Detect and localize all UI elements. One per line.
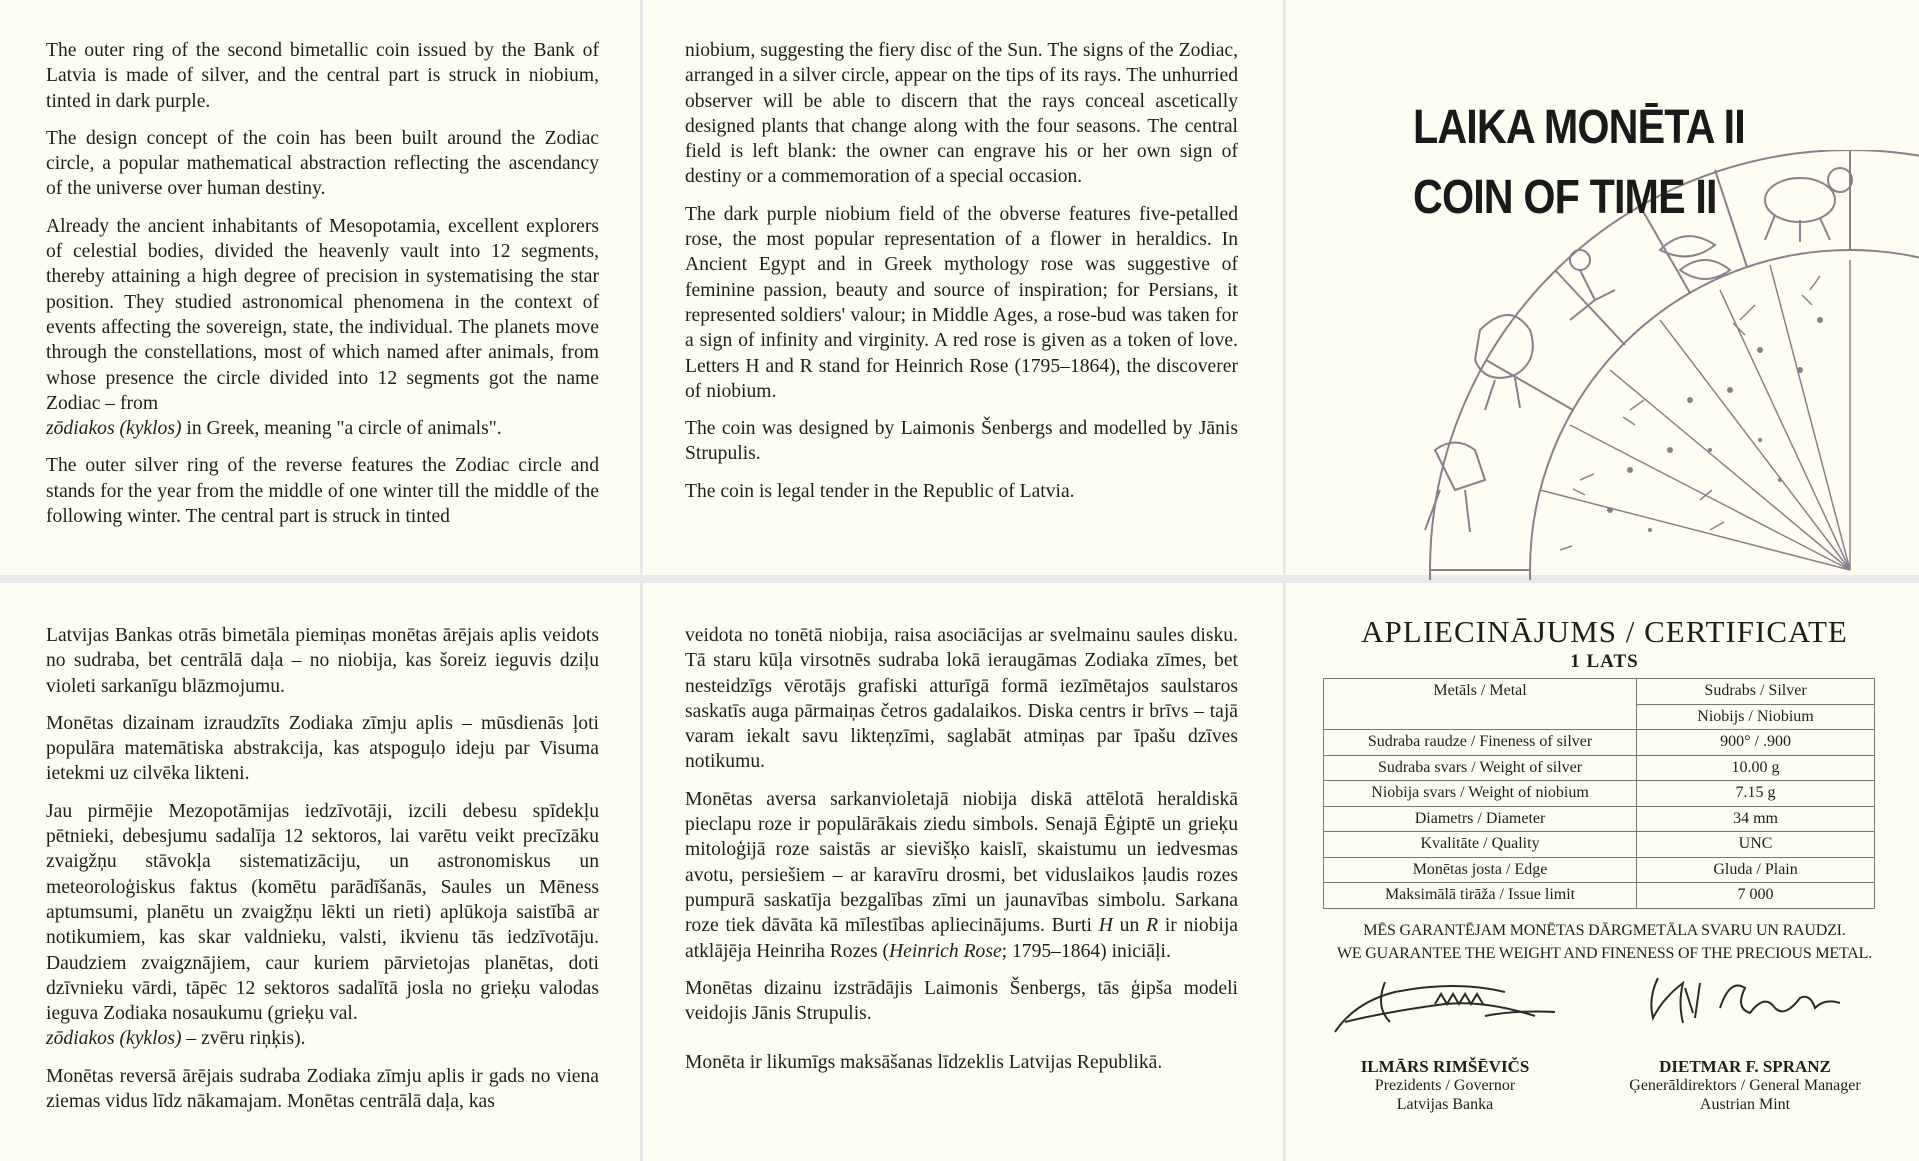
paragraph-text: Already the ancient inhabitants of Mesopotamia, excellent explorers of celestial bodies, divided the heavenly vault into 12 segments, thereby attaining a high degree of precision in systematising the star position. They studied astronomical phenomena in the context of events affecting the sovereign, state, the individual. The planets move through the constellations, most of which named after animals, from whose presence the circle divided into 12 segments got the name Zodiac – from bbox=[46, 215, 599, 414]
english-text-column-1 bbox=[46, 38, 599, 541]
zodiac-sign-capricorn bbox=[1475, 315, 1533, 410]
spec-label: Kvalitāte / Quality bbox=[1324, 832, 1637, 858]
certificate-specs-table bbox=[1323, 678, 1875, 909]
spec-label: Niobija svars / Weight of niobium bbox=[1324, 781, 1637, 807]
paragraph: Monētas dizainu izstrādājis Laimonis Šenbergs, tās ģipša modeli veidojis Jānis Strupulis. bbox=[685, 977, 1238, 1025]
table-row bbox=[1324, 781, 1875, 807]
signer-governor bbox=[1320, 1057, 1570, 1114]
signer-name: DIETMAR F. SPRANZ bbox=[1659, 1057, 1831, 1076]
letter-h: H bbox=[1098, 915, 1113, 937]
table-row bbox=[1324, 679, 1875, 705]
signer-general-manager bbox=[1590, 1057, 1900, 1114]
greek-term: zōdiakos (kyklos) bbox=[46, 418, 182, 440]
paragraph-text: un bbox=[1112, 915, 1147, 937]
paragraph-text: ; 1795–1864) iniciāļi. bbox=[1001, 940, 1171, 962]
latvian-text-column-1 bbox=[46, 623, 599, 1126]
cover-title-line-2: COIN OF TIME II bbox=[1413, 171, 1717, 224]
spec-value: 7 000 bbox=[1637, 883, 1875, 909]
spec-label: Metāls / Metal bbox=[1324, 679, 1637, 730]
paragraph: Monētas reversā ārējais sudraba Zodiaka zīmju aplis ir gads no viena ziemas vidus līdz nākamajam. Monētas centrālā daļa, kas bbox=[46, 1065, 599, 1113]
paragraph: niobium, suggesting the fiery disc of the Sun. The signs of the Zodiac, arranged in a silver circle, appear on the tips of its rays. The unhurried observer will be able to discern that the rays conceal ascetically designed plants that change along with the four seasons. The central field is left blank: the owner can engrave his or her own sign of destiny or a commemoration of a special occasion. bbox=[685, 40, 1238, 188]
greek-term: zōdiakos (kyklos) bbox=[46, 1028, 182, 1050]
signature-governor bbox=[1325, 972, 1565, 1044]
spec-value: 10.00 g bbox=[1637, 755, 1875, 781]
paragraph bbox=[46, 799, 599, 1027]
spec-value: Gluda / Plain bbox=[1637, 857, 1875, 883]
guarantee-latvian: MĒS GARANTĒJAM MONĒTAS DĀRGMETĀLA SVARU UN RAUDZI. bbox=[1363, 922, 1846, 939]
letter-r: R bbox=[1146, 915, 1159, 937]
paragraph-text: Jau pirmējie Mezopotāmijas iedzīvotāji, izcili debesu spīdekļu pētnieki, debesjumu sadalīja 12 sektoros, lai varētu veikt precīzāku zvaigžņu stāvokļa sistematizāciju, un astronomiskus un meteoroloģiskus faktus (komētu parādīšanās, Saules un Mēness aptumsumi, planētu un zvaigžņu lēkti un rieti) aplūkoja saistībā ar notikumiem, kas skar valdnieku, valsti, ikvienu tās iedzīvotāju. Daudziem zvaigznājiem, caur kuriem pārvietojas planētas, doti dzīvnieku vārdi, tāpēc 12 sektoros sadalītā josla no grieķu valodas ieguva Zodiaka nosaukumu (grieķu val. bbox=[46, 800, 599, 1025]
certificate-denomination: 1 LATS bbox=[1570, 651, 1639, 672]
spec-value: Niobijs / Niobium bbox=[1637, 704, 1875, 730]
signer-name: ILMĀRS RIMŠĒVIČS bbox=[1360, 1057, 1530, 1076]
guarantee-english: WE GUARANTEE THE WEIGHT AND FINENESS OF THE PRECIOUS METAL. bbox=[1336, 945, 1873, 962]
paragraph: The coin was designed by Laimonis Šenbergs and modelled by Jānis Strupulis. bbox=[685, 418, 1238, 465]
signer-organization: Austrian Mint bbox=[1699, 1096, 1791, 1113]
paragraph-continued bbox=[46, 416, 599, 441]
table-row bbox=[1324, 883, 1875, 909]
signer-title: Ģenerāldirektors / General Manager bbox=[1629, 1077, 1861, 1094]
latvian-text-column-2 bbox=[685, 623, 1238, 1088]
spec-label: Maksimālā tirāža / Issue limit bbox=[1324, 883, 1637, 909]
signer-organization: Latvijas Banka bbox=[1396, 1096, 1494, 1113]
paragraph: Monēta ir likumīgs maksāšanas līdzeklis Latvijas Republikā. bbox=[685, 1052, 1163, 1074]
paragraph-text: in Greek, meaning "a circle of animals". bbox=[181, 418, 502, 440]
paragraph: Latvijas Bankas otrās bimetāla piemiņas monētas ārējais aplis veidots no sudraba, bet centrālā daļa – no niobija, kas šoreiz ieguvis dziļu violeti sarkanīgu blāzmojumu. bbox=[46, 625, 599, 697]
paragraph-continued bbox=[46, 1026, 599, 1051]
table-row bbox=[1324, 730, 1875, 756]
spec-value: 34 mm bbox=[1637, 806, 1875, 832]
spec-value: Sudrabs / Silver bbox=[1637, 679, 1875, 705]
paragraph-text: ir niobija atklājēja Heinriha Rozes ( bbox=[685, 915, 1239, 962]
cover-title-line-1: LAIKA MONĒTA II bbox=[1413, 101, 1745, 154]
table-row bbox=[1324, 857, 1875, 883]
english-text-column-2 bbox=[685, 38, 1238, 516]
paragraph: The outer ring of the second bimetallic coin issued by the Bank of Latvia is made of silver, and the central part is struck in niobium, tinted in dark purple. bbox=[46, 40, 599, 112]
paragraph-text: – zvēru riņķis). bbox=[181, 1028, 306, 1050]
paragraph: The dark purple niobium field of the obverse features five-petalled rose, the most popular representation of a flower in heraldics. In Ancient Egypt and in Greek mythology rose was suggestive of feminine passion, beauty and source of inspiration; for Persians, it represented soldiers' valour; in Middle Ages, a rose-bud was taken for a sign of infinity and virginity. A red rose is given as a token of love. Letters H and R stand for Heinrich Rose (1795–1864), the discoverer of niobium. bbox=[685, 203, 1238, 402]
paragraph: Monētas dizainam izraudzīts Zodiaka zīmju aplis – mūsdienās ļoti populāra matemātiska abstrakcija, kas atspoguļo ideju par Visuma ietekmi uz cilvēka likteni. bbox=[46, 712, 599, 785]
paragraph bbox=[685, 787, 1238, 964]
spec-value: 900° / .900 bbox=[1637, 730, 1875, 756]
paragraph: The coin is legal tender in the Republic of Latvia. bbox=[685, 480, 1075, 502]
signer-title: Prezidents / Governor bbox=[1374, 1077, 1516, 1094]
spec-label: Diametrs / Diameter bbox=[1324, 806, 1637, 832]
table-row bbox=[1324, 806, 1875, 832]
signature-general-manager bbox=[1640, 968, 1850, 1038]
paragraph bbox=[46, 214, 599, 416]
table-row bbox=[1324, 832, 1875, 858]
certificate-title: APLIECINĀJUMS / CERTIFICATE bbox=[1361, 614, 1848, 649]
spec-label: Sudraba raudze / Fineness of silver bbox=[1324, 730, 1637, 756]
table-row bbox=[1324, 755, 1875, 781]
spec-value: 7.15 g bbox=[1637, 781, 1875, 807]
spec-label: Sudraba svars / Weight of silver bbox=[1324, 755, 1637, 781]
paragraph: veidota no tonētā niobija, raisa asociācijas ar svelmainu saules disku. Tā staru kūļa virsotnēs sudraba lokā ieraugāmas Zodiaka zīmes, bet nesteidzīgs vērotājs grafiski atturīgā formā iezīmētajos saulstaros saskatīs auga pārmaiņas četros gadalaikos. Diska centrs ir brīvs – tajā varam iekalt savu likteņzīmi, saglabāt atmiņas par īpašu dzīves notikumu. bbox=[685, 625, 1238, 773]
paragraph: The outer silver ring of the reverse features the Zodiac circle and stands for the year from the middle of one winter till the middle of the following winter. The central part is struck in tinted bbox=[46, 455, 599, 528]
paragraph: The design concept of the coin has been built around the Zodiac circle, a popular mathematical abstraction reflecting the ascendancy of the universe over human destiny. bbox=[46, 127, 599, 200]
paragraph-text: Monētas aversa sarkanvioletajā niobija diskā attēlotā heraldiskā pieclapu roze ir populārākais ziedu simbols. Senajā Ēģiptē un grieķu mitoloģijā roze saistās ar sievišķo kaislī, skaistumu un iedvesmas avotu, persiešiem – ar karavīru drosmi, bet viduslaikos ļaudis rozes pumpurā saskatīja bezgalības zīmi un jaunavības simbolu. Sarkana roze tiek dāvāta kā mīlestības apliecinājums. Burti bbox=[685, 788, 1238, 937]
spec-value: UNC bbox=[1637, 832, 1875, 858]
zodiac-sign-aries bbox=[1765, 168, 1852, 242]
heinrich-rose-name: Heinrich Rose bbox=[889, 940, 1002, 962]
spec-label: Monētas josta / Edge bbox=[1324, 857, 1637, 883]
